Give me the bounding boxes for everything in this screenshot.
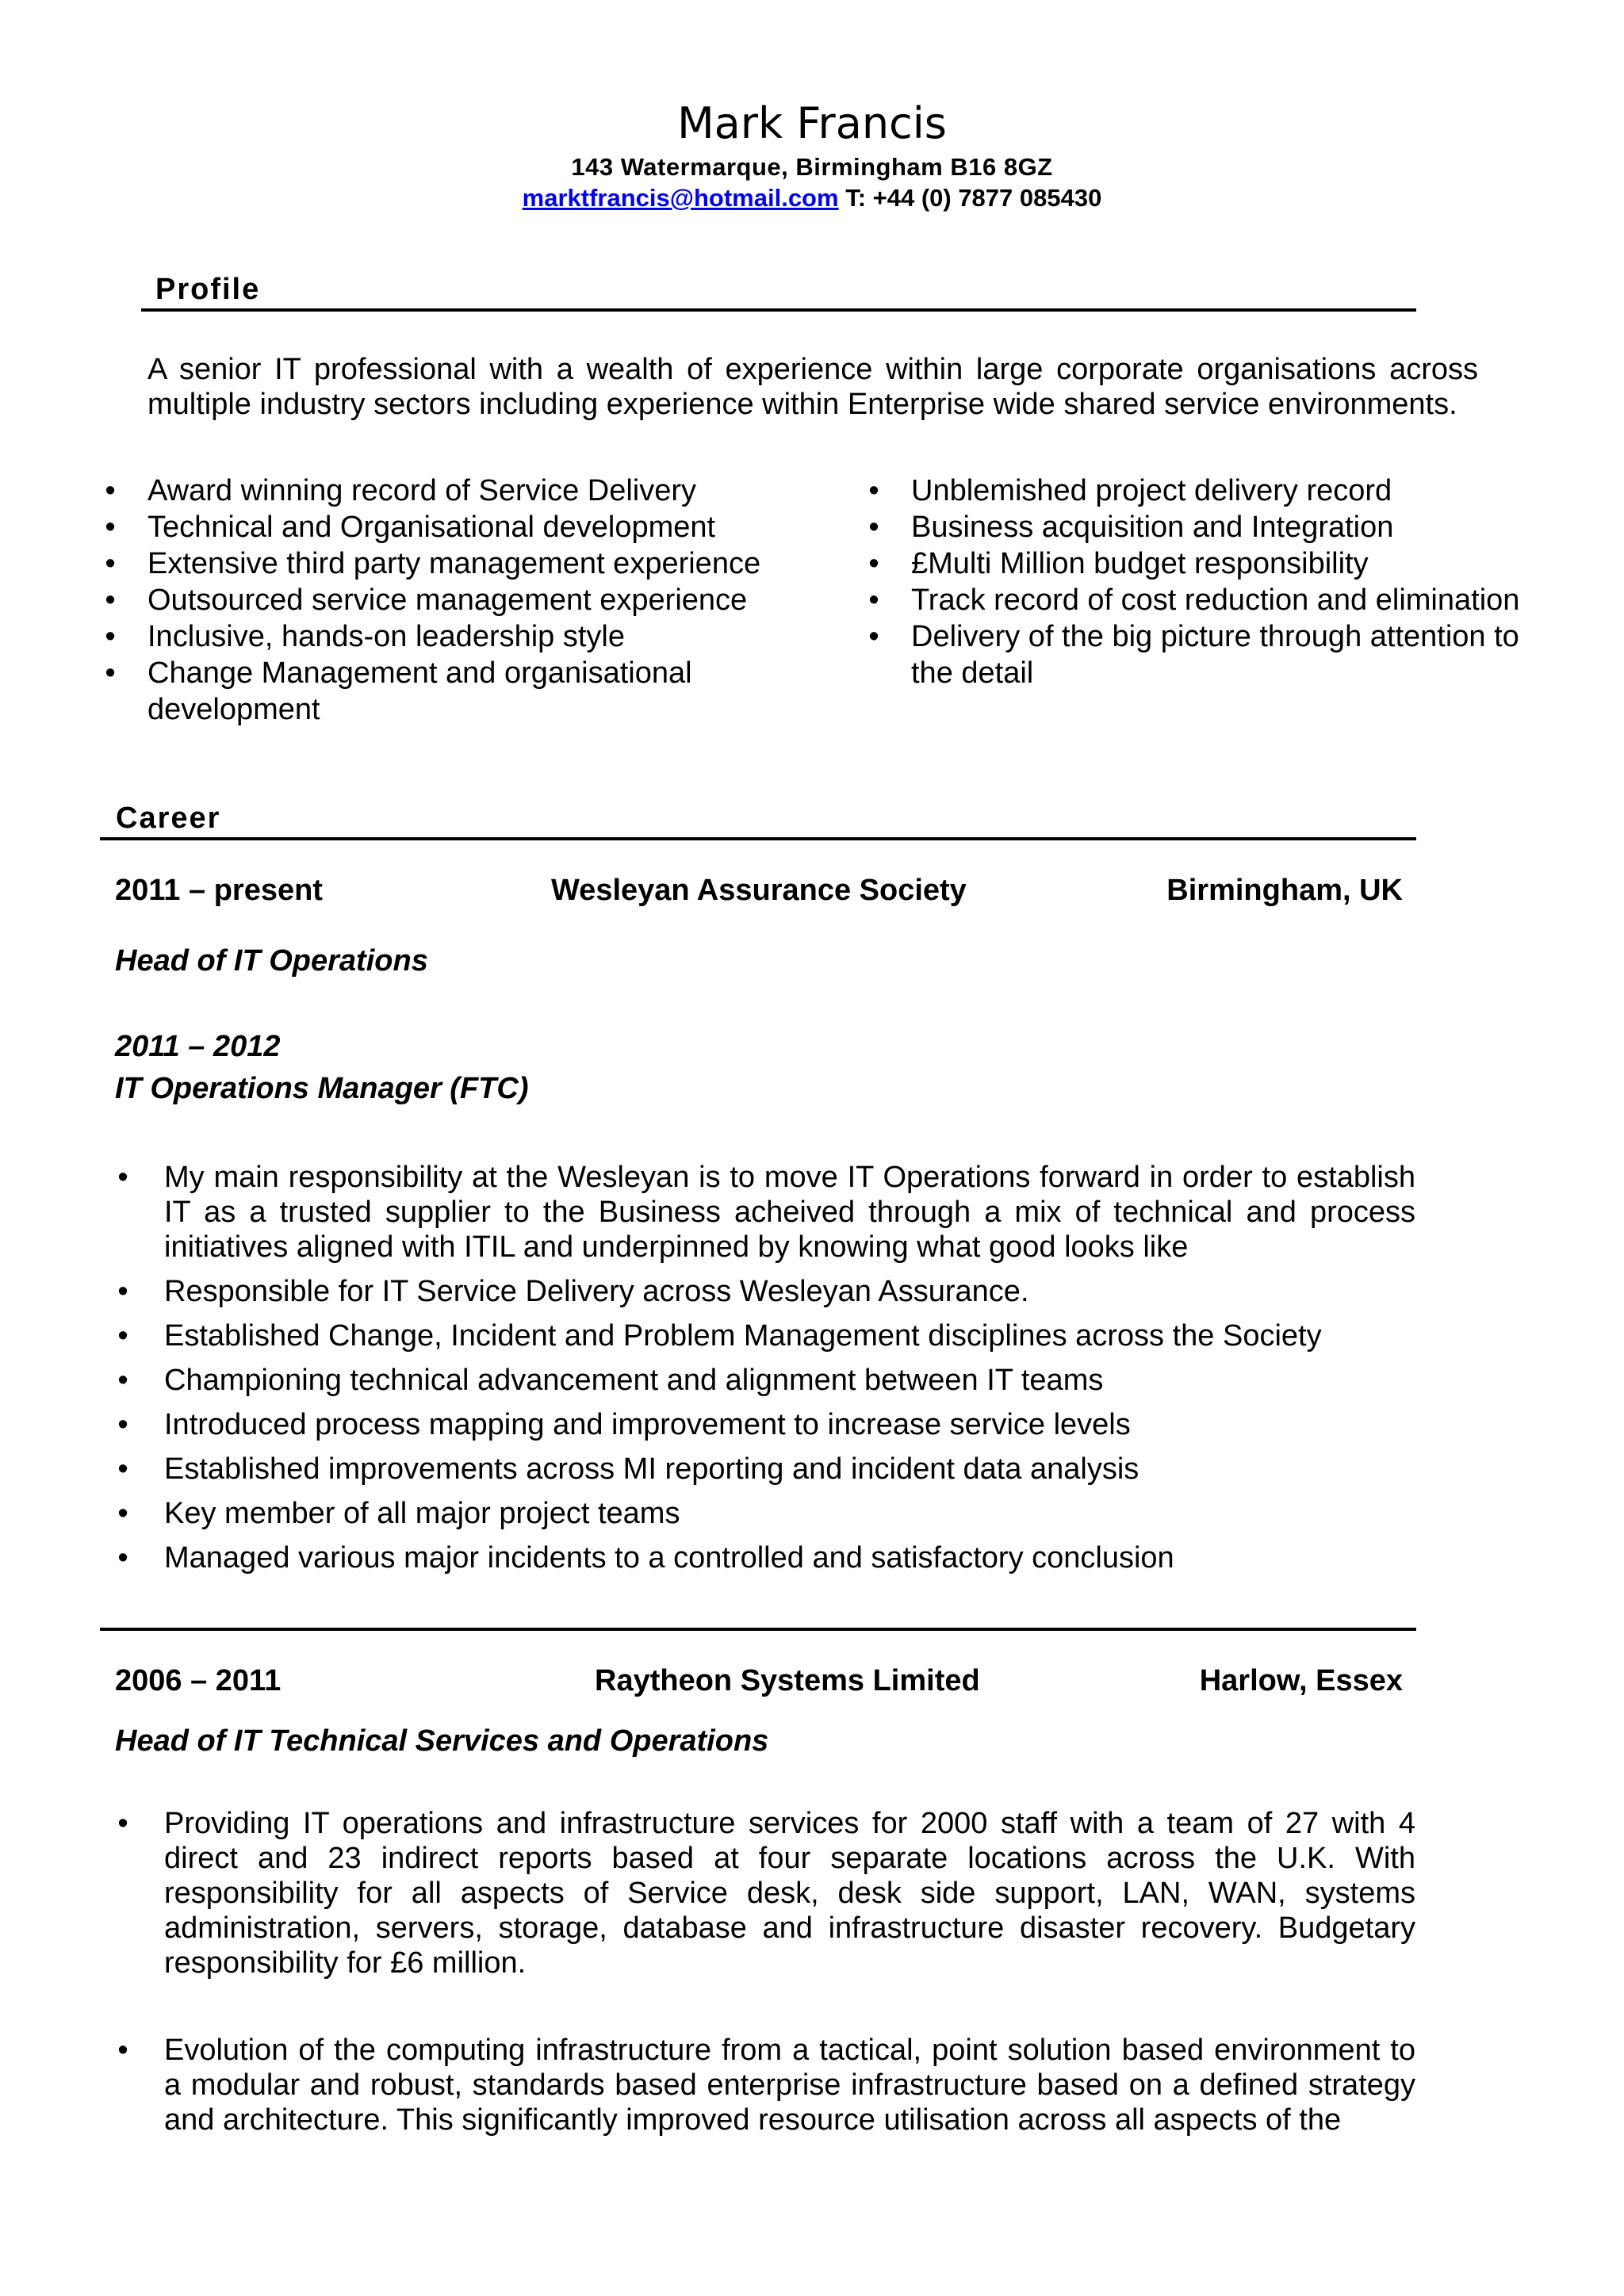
contact-line [0, 184, 1624, 212]
list-item: • Providing IT operations and infrastructure services for 2000 staff with a team of 27 with 4 direct and 23 indirect reports based at four separate locations across the U.K. With responsibility for all aspects of Service desk, desk side support, LAN, WAN, systems administration, servers, storage, database and infrastructure disaster recovery. Budgetary responsibility for £6 million. [117, 1807, 1415, 1980]
job-location: Birmingham, UK [1166, 874, 1403, 907]
job-dates: 2011 – present [115, 874, 323, 907]
address: 143 Watermarque, Birmingham B16 8GZ [571, 153, 1053, 181]
list-item: • Key member of all major project teams [117, 1497, 680, 1530]
job-responsibilities-raytheon [115, 1806, 1415, 2137]
profile-summary: A senior IT professional with a wealth of experience within large corporate organisations across multiple industry sectors including experience within Enterprise wide shared service environments. [147, 353, 1478, 421]
job-role: Head of IT Technical Services and Operations [115, 1724, 769, 1758]
list-item: • Award winning record of Service Delivery [105, 474, 697, 507]
list-item: • Outsourced service management experience [105, 584, 748, 617]
job-organisation: Raytheon Systems Limited [595, 1664, 980, 1697]
job-role: Head of IT Operations [115, 944, 428, 978]
job-organisation: Wesleyan Assurance Society [551, 874, 967, 907]
list-item: • £Multi Million budget responsibility [868, 547, 1369, 580]
profile-strengths-right [862, 473, 1528, 691]
job-dates: 2006 – 2011 [115, 1664, 282, 1697]
list-item: • Delivery of the big picture through attention to the detail [868, 620, 1519, 690]
list-item: • Change Management and organisational development [105, 656, 692, 726]
job-sub-role: IT Operations Manager (FTC) [115, 1072, 529, 1105]
job-divider [100, 1628, 1416, 1631]
career-heading: Career [116, 802, 221, 835]
profile-heading: Profile [155, 273, 261, 306]
email-link[interactable]: marktfrancis@hotmail.com [522, 184, 839, 212]
profile-strengths-left [98, 473, 812, 728]
job-responsibilities-wesleyan [115, 1160, 1415, 1575]
list-item: • My main responsibility at the Wesleyan is to move IT Operations forward in order to establish IT as a trusted supplier to the Business acheived through a mix of technical and process initiatives aligned with ITIL and underpinned by knowing what good looks like [117, 1161, 1415, 1264]
job-header-wesleyan [115, 872, 1403, 909]
candidate-name: Mark Francis [677, 98, 947, 148]
list-item: • Managed various major incidents to a controlled and satisfactory conclusion [117, 1541, 1174, 1575]
job-location: Harlow, Essex [1199, 1664, 1403, 1697]
list-item: • Responsible for IT Service Delivery across Wesleyan Assurance. [117, 1275, 1029, 1308]
list-item: • Unblemished project delivery record [868, 474, 1392, 507]
job-header-raytheon [115, 1663, 1403, 1699]
list-item: • Inclusive, hands-on leadership style [105, 620, 626, 653]
list-item: • Established improvements across MI reporting and incident data analysis [117, 1452, 1139, 1486]
list-item: • Track record of cost reduction and elimination [868, 584, 1520, 617]
list-item: • Technical and Organisational development [105, 511, 716, 544]
job-sub-dates: 2011 – 2012 [115, 1030, 281, 1063]
list-item: • Established Change, Incident and Problem Management disciplines across the Society [117, 1319, 1322, 1353]
phone: T: +44 (0) 7877 085430 [845, 184, 1102, 212]
list-item: • Introduced process mapping and improvement to increase service levels [117, 1408, 1131, 1441]
list-item: • Business acquisition and Integration [868, 511, 1394, 544]
list-item: • Evolution of the computing infrastructure from a tactical, point solution based environment to a modular and robust, standards based enterprise infrastructure based on a defined strategy and architecture. This significantly improved resource utilisation across all aspects of the [117, 2034, 1415, 2137]
profile-rule [141, 308, 1416, 312]
career-rule [100, 837, 1416, 840]
list-item: • Championing technical advancement and alignment between IT teams [117, 1364, 1104, 1397]
list-item: • Extensive third party management experience [105, 547, 761, 580]
